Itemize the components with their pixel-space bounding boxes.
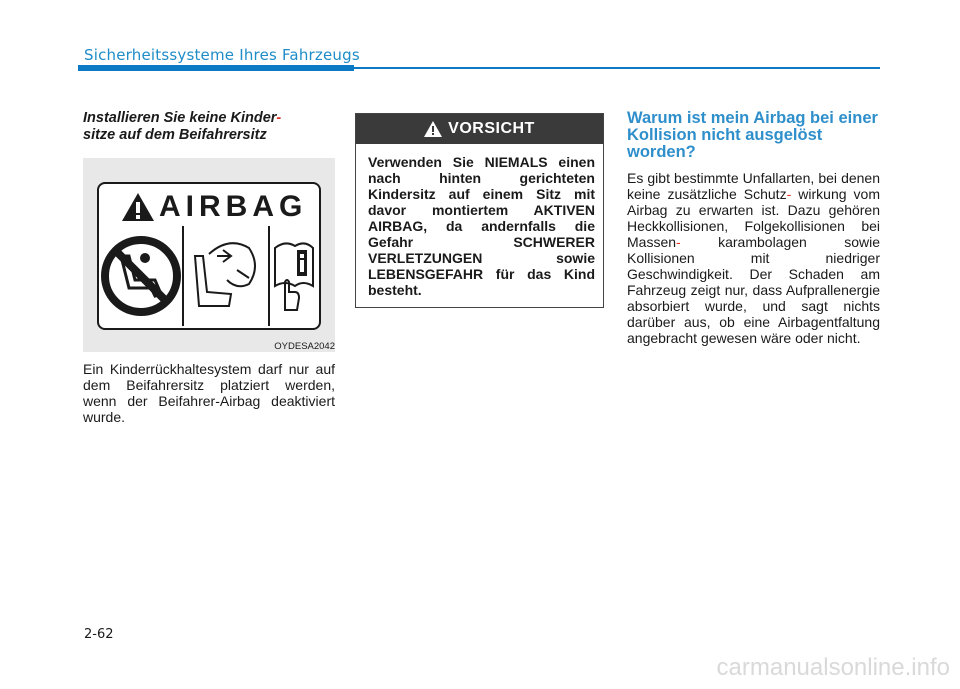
caution-box <box>355 113 604 308</box>
airbag-not-deployed-body-text <box>627 170 880 346</box>
section-heading-child-seat <box>83 110 335 144</box>
body-part-3: karambolagen sowie Kollisionen mit niedriger Geschwindigkeit. Der Schaden am Fahrzeug zeigt nur, dass Aufprallenergie absorbiert wurde, und sagt nichts darüber aus, ob eine Airbagentfaltung angebracht gewesen wäre oder nicht. <box>627 234 880 346</box>
body-part-2: wirkung vom Airbag zu erwarten ist. Dazu gehören Heckkollisionen, Folgekollisionen bei Massen <box>627 186 880 250</box>
figure-caption: OYDESA2042 <box>274 341 335 352</box>
header-rule-thick <box>78 65 354 71</box>
airbag-deploy-icon <box>195 243 255 306</box>
body-part-1: Es gibt bestimmte Unfallarten, bei denen keine zusätzliche Schutz <box>627 170 880 202</box>
manual-info-icon <box>275 243 313 310</box>
airbag-label-pictograms <box>99 226 319 326</box>
no-child-seat-icon <box>105 240 177 312</box>
child-seat-body-text: Ein Kinderrückhaltesystem darf nur auf dem Beifahrersitz platziert werden, wenn der Beifahrer-Airbag deaktiviert wurde. <box>83 361 335 425</box>
column-right <box>627 110 880 346</box>
caution-triangle-icon <box>424 121 442 137</box>
airbag-label-text: AIRBAG <box>159 190 308 223</box>
page-number: 2-62 <box>84 627 114 642</box>
caution-title: VORSICHT <box>448 120 535 137</box>
body-hyphen-2: - <box>676 234 681 250</box>
header-rule-thin <box>354 67 880 69</box>
airbag-warning-label <box>97 182 321 330</box>
caution-header <box>356 114 603 144</box>
heading-hyphen: - <box>276 110 282 126</box>
airbag-warning-figure <box>83 158 335 352</box>
column-left <box>83 110 335 144</box>
watermark: carmanualsonline.info <box>716 654 950 681</box>
section-header-title: Sicherheitssysteme Ihres Fahrzeugs <box>84 46 360 64</box>
warning-triangle-icon <box>121 192 155 222</box>
heading-line-1: Installieren Sie keine Kinder <box>83 110 277 126</box>
section-heading-airbag-not-deployed: Warum ist mein Airbag bei einer Kollision nicht ausgelöst worden? <box>627 109 878 161</box>
body-hyphen-1: - <box>786 186 792 202</box>
heading-line-2: sitze auf dem Beifahrersitz <box>83 127 267 143</box>
caution-body-text: Verwenden Sie NIEMALS einen nach hinten gerichteten Kindersitz auf einem Sitz mit davor montiertem AKTIVEN AIRBAG, da andernfalls die Gefahr SCHWERER VERLETZUNGEN sowie LEBENSGEFAHR für das Kind besteht. <box>368 154 595 298</box>
